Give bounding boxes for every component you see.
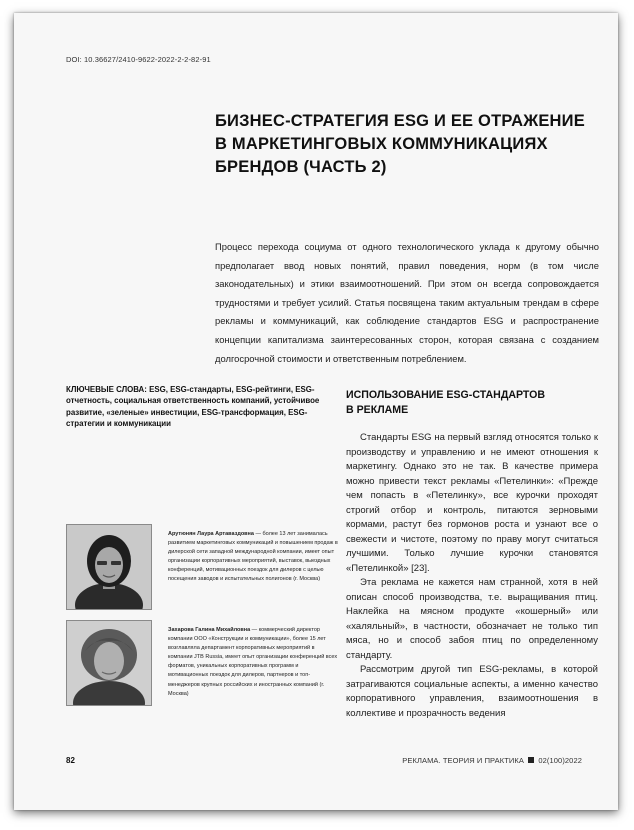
page-number: 82	[66, 756, 75, 765]
author-photo	[66, 620, 152, 706]
journal-name: РЕКЛАМА. ТЕОРИЯ И ПРАКТИКА	[402, 756, 524, 765]
body-text	[346, 431, 598, 721]
issue-number: 02(100)2022	[538, 756, 582, 765]
author-card	[66, 620, 336, 704]
abstract-text: Процесс перехода социума от одного технологического уклада к другому обычно предполагает ввод новых понятий, правил поведения, норм (в том числе законодательных) и этики взаимоотношений. При этом он всегда сопровождается трудностями и требует усилий. Статья посвящена таким актуальным трендам в сфере рекламы и коммуникаций, как соблюдение стандартов ESG и распространение концепции капитализма заинтересованных сторон, которая связана с созданием долгосрочной стоимости и ответственным потреблением.	[215, 241, 599, 364]
author-bio-text: — более 13 лет занималась развитием маркетинговых коммуникаций и повышением продаж в дилерской сети западной международной компании, имеет опыт организации корпоративных мероприятий, выставок, выездных конференций, мотивационных поездок для дилеров с целью посещения заводов и испытательных полигонов (г. Москва)	[168, 531, 338, 583]
body-paragraph: Стандарты ESG на первый взгляд относятся только к производству и управлению и не имеют отношения к маркетингу. Однако это не так. В качестве примера можно привести текст рекламы «Петелинки»: «Прежде чем попасть в «Петелинку», все курочки проходят строгий отбор и контроль, питаются зерновыми кормами, растут без гормонов роста и узнают все о свежести и чистоте, поэтому по праву могут считаться лучшими. Только лучшие курочки становятся «Петелинкой» [23].	[346, 432, 598, 574]
article-title	[215, 110, 595, 179]
square-bullet-icon	[528, 757, 534, 763]
author-name: Арутюнян Лаура Артаваздовна	[168, 531, 254, 537]
author-photo	[66, 524, 152, 610]
doi-label: DOI: 10.36627/2410-9622-2022-2-2-82-91	[66, 55, 211, 64]
journal-footer	[402, 756, 582, 765]
section-heading	[346, 388, 606, 417]
keywords: КЛЮЧЕВЫЕ СЛОВА: ESG, ESG-стандарты, ESG-рейтинги, ESG-отчетность, социальная ответственность компаний, устойчивое развитие, «зеленые» инвестиции, ESG-трансформация, ESG-стратегии и коммуникации	[66, 385, 320, 429]
author-name: Захарова Галина Михайловна	[168, 627, 251, 633]
body-paragraph: Эта реклама не кажется нам странной, хотя в ней описан способ производства, т.е. выращивания птиц. Наклейка на мясном продукте «кошерный» или «халяльный», в частности, обозначает не только тип мяса, но и способ забоя птиц по определенному стандарту.	[346, 577, 598, 661]
section-heading-line: В РЕКЛАМЕ	[346, 403, 409, 416]
author-bio	[168, 530, 338, 585]
author-card	[66, 524, 336, 608]
title-line: БРЕНДОВ (ЧАСТЬ 2)	[215, 158, 387, 176]
journal-page	[14, 13, 618, 810]
title-line: В МАРКЕТИНГОВЫХ КОММУНИКАЦИЯХ	[215, 135, 548, 153]
section-heading-line: ИСПОЛЬЗОВАНИЕ ESG-СТАНДАРТОВ	[346, 389, 546, 401]
body-paragraph: Рассмотрим другой тип ESG-рекламы, в которой затрагиваются социальные аспекты, а именно качество корпоративного управления, взаимоотношения в коллективе и прозрачность ведения	[346, 664, 598, 719]
title-line: БИЗНЕС-СТРАТЕГИЯ ESG И ЕЕ ОТРАЖЕНИЕ	[215, 112, 585, 130]
author-bio-text: — коммерческий директор компании ООО «Конструкции и коммуникации», более 15 лет возглавляла департамент корпоративных мероприятий в компании JTB Russia, имеет опыт организации конференций всех форматов, уникальных корпоративных программ и мотивационных поездок для дилеров, партнеров и топ-менеджеров крупных российских и иностранных компаний (г. Москва)	[168, 627, 338, 697]
author-bio	[168, 626, 338, 699]
